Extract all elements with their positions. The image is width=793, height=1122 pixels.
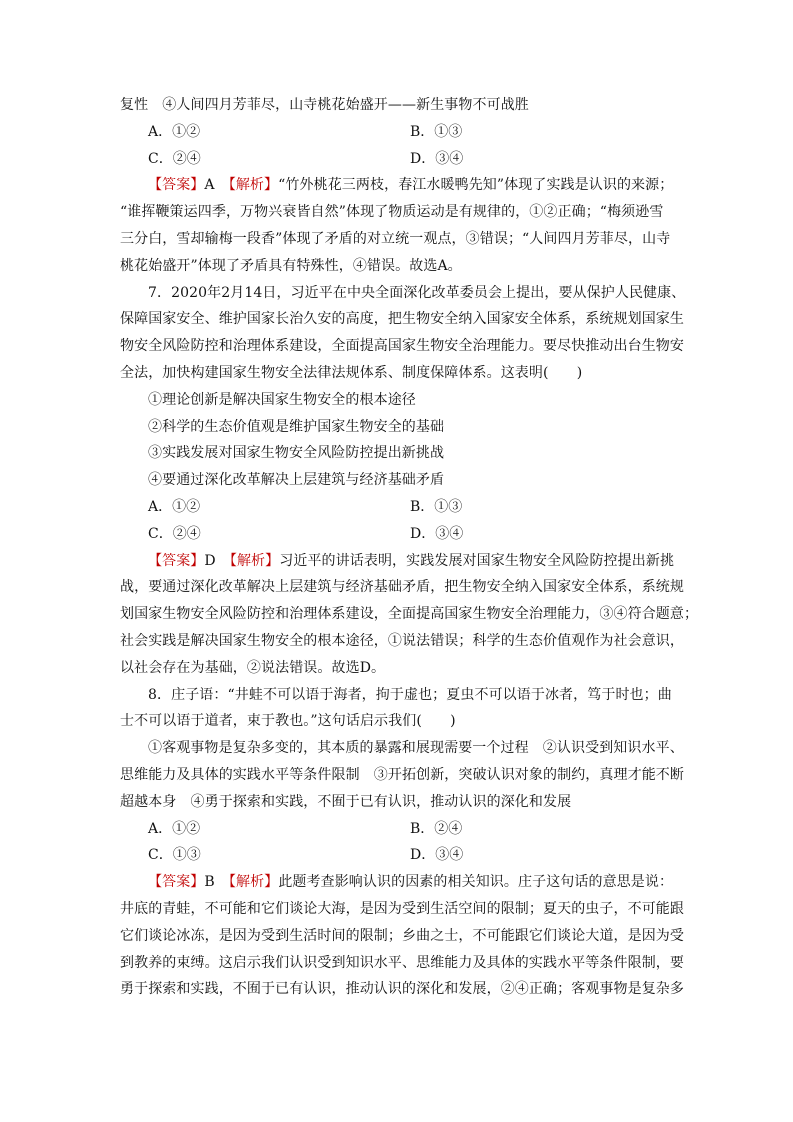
q7-stem-line: 物安全风险防控和治理体系建设，全面提高国家生物安全治理能力。要尽快推动出台生物安: [120, 338, 684, 355]
q8-statement-line: 思维能力及具体的实践水平等条件限制 ③开拓创新，突破认识对象的制约，真理才能不断: [120, 766, 684, 783]
q8-explain-line: 它们谈论冰冻，是因为受到生活时间的限制；乡曲之士，不可能跟它们谈论大道，是因为受: [120, 927, 684, 944]
q7-option-d: D．③④: [410, 525, 464, 542]
q6-options-row-2: [120, 146, 680, 173]
q8-option-b: B．②④: [410, 820, 463, 837]
q7-statement: ②科学的生态价值观是维护国家生物安全的基础: [148, 418, 445, 435]
q6-option-a: A．①②: [148, 123, 201, 140]
q8-stem-line: 8．庄子语：“井蛙不可以语于海者，拘于虚也；夏虫不可以语于冰者，笃于时也；曲: [148, 686, 672, 703]
q8-answer-line: [120, 869, 680, 896]
q7-explain-line: 社会实践是解决国家生物安全的根本途径，①说法错误；科学的生态价值观作为社会意识，: [120, 632, 684, 649]
q6-option-d: D．③④: [410, 150, 464, 167]
q7-explain-line: 习近平的讲话表明，实践发展对国家生物安全风险防控提出新挑: [279, 552, 675, 569]
q7-explain-line: 划国家生物安全风险防控和治理体系建设，全面提高国家生物安全治理能力，③④符合题意；: [120, 606, 699, 623]
q6-answer-line: [120, 172, 680, 199]
q7-stem-line: 保障国家安全、维护国家长治久安的高度，把生物安全纳入国家安全体系，系统规划国家生: [120, 311, 684, 328]
q8-options-row-2: [120, 842, 680, 869]
q6-options-row-1: [120, 119, 680, 146]
answer-tag: 【答案】: [148, 177, 205, 194]
q7-explain-line: 战，要通过深化改革解决上层建筑与经济基础矛盾，把生物安全纳入国家安全体系，系统规: [120, 579, 684, 596]
explain-tag: 【解析】: [228, 177, 279, 194]
q7-options-row-1: [120, 494, 680, 521]
q6-option-b: B．①③: [410, 123, 463, 140]
answer-tag: 【答案】: [148, 552, 205, 569]
q6-explain-line: “谁挥鞭策运四季，万物兴衰皆自然”体现了物质运动是有规律的，①②正确；“梅须逊雪: [120, 204, 664, 221]
q7-options-row-2: [120, 521, 680, 548]
q8-answer: B: [204, 874, 215, 891]
q7-option-b: B．①③: [410, 498, 463, 515]
q7-option-c: C．②④: [148, 525, 201, 542]
explain-tag: 【解析】: [228, 874, 279, 891]
q6-explain-line: 桃花始盛开”体现了矛盾具有特殊性，④错误。故选A。: [120, 257, 462, 274]
q7-explain-line: 以社会存在为基础，②说法错误。故选D。: [120, 659, 386, 676]
q8-statement-line: 超越本身 ④勇于探索和实践，不囿于已有认识，推动认识的深化和发展: [120, 793, 572, 810]
q7-statement: ①理论创新是解决国家生物安全的根本途径: [148, 391, 416, 408]
q8-option-c: C．①③: [148, 847, 201, 864]
explain-tag: 【解析】: [229, 552, 280, 569]
q8-explain-line: 井底的青蛙，不可能和它们谈论大海，是因为受到生活空间的限制；夏天的虫子，不可能跟: [120, 900, 684, 917]
q8-stem-line: 士不可以语于道者，束于教也。”这句话启示我们( ): [120, 713, 456, 730]
q7-stem-line: 7．2020年2月14日，习近平在中央全面深化改革委员会上提出，要从保护人民健康、: [148, 284, 686, 301]
q7-statement: ③实践发展对国家生物安全风险防控提出新挑战: [148, 445, 445, 462]
q6-stem-tail: 复性 ④人间四月芳菲尽，山寺桃花始盛开——新生事物不可战胜: [120, 97, 529, 113]
q6-option-c: C．②④: [148, 150, 201, 167]
q8-options-row-1: [120, 816, 680, 843]
q6-answer: A: [204, 177, 215, 194]
q7-answer: D: [204, 552, 216, 569]
q7-stem-line: 全法，加快构建国家生物安全法律法规体系、制度保障体系。这表明( ): [120, 364, 583, 381]
q6-explain-line: “竹外桃花三两枝，春江水暖鸭先知”体现了实践是认识的来源；: [278, 177, 674, 194]
q8-explain-line: 此题考查影响认识的因素的相关知识。庄子这句话的意思是说：: [278, 874, 674, 891]
q7-statement: ④要通过深化改革解决上层建筑与经济基础矛盾: [148, 472, 445, 489]
answer-tag: 【答案】: [148, 874, 205, 891]
q8-option-d: D．③④: [410, 847, 464, 864]
document-page: [120, 92, 699, 1003]
q6-explain-line: 三分白，雪却输梅一段香”体现了矛盾的对立统一观点，③错误；“人间四月芳菲尽，山寺: [120, 230, 671, 247]
q8-explain-line: 到教养的束缚。这启示我们认识受到知识水平、思维能力及具体的实践水平等条件限制，要: [120, 954, 684, 971]
q7-option-a: A．①②: [148, 498, 201, 515]
q7-answer-line: [120, 548, 680, 575]
q8-option-a: A．①②: [148, 820, 201, 837]
q8-explain-line: 勇于探索和实践，不囿于已有认识，推动认识的深化和发展，②④正确；客观事物是复杂多: [120, 981, 684, 998]
q8-statement-line: ①客观事物是复杂多变的，其本质的暴露和展现需要一个过程 ②认识受到知识水平、: [148, 740, 684, 757]
